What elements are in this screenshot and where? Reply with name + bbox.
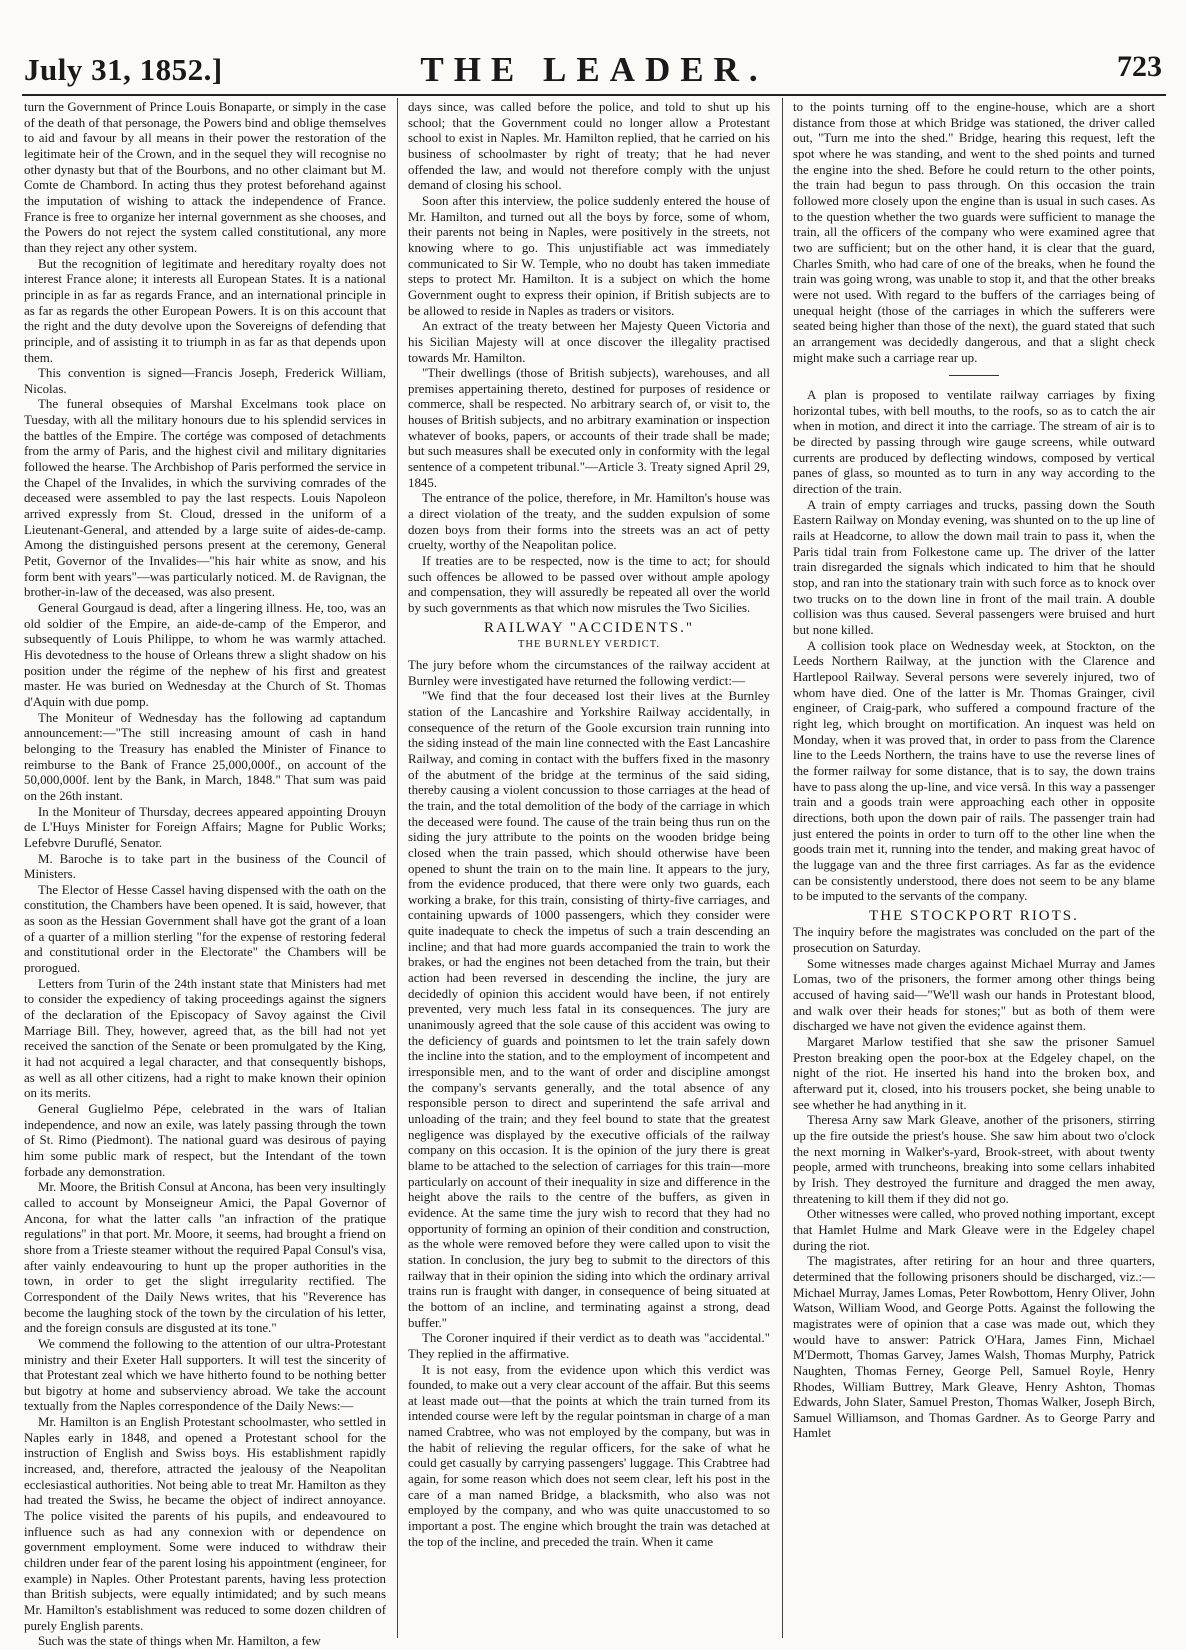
section-heading: THE STOCKPORT RIOTS.: [869, 907, 1079, 924]
paragraph: Mr. Hamilton is an English Protestant schoolmaster, who settled in Naples early in 1848, and opened a Protestant school for the instruction of English and Swiss boys. His establishment rapidly increased, and, therefore, attracted the jealousy of the Neapolitan ecclesiastical authorities. Not being able to treat Mr. Hamilton as they had treated the Swiss, he became the object of indirect annoyance. The police visited the parents of his pupils, and endeavoured to influence such as had any connexion with or dependence on government employment. Some were induced to withdraw their children under fear of the parent losing his appointment (engineer, for example) in Naples. Other Protestant parents, having less protection than British subjects, were equally intimidated; and by such means Mr. Hamilton's establishment was reduced to some dozen children of purely English parents.: [24, 1415, 386, 1633]
paragraph: This convention is signed—Francis Joseph, Frederick William, Nicolas.: [24, 366, 386, 396]
paragraph: days since, was called before the police, and told to shut up his school; that the Government could no longer allow a Protestant school to exist in Naples. Mr. Hamilton replied, that he carried on his business of schoolmaster by right of treaty; that he had never offended the law, and would not therefore comply with the unjust demand of closing his school.: [408, 100, 770, 193]
column-1: [24, 100, 386, 1649]
paragraph: It is not easy, from the evidence upon which this verdict was founded, to make out a very clear account of the affair. But this seems at least made out—that the points at which the train turned from its intended course were left by the regular pointsman in charge of a man named Crabtree, who was not employed by the company, but was in the habit of relieving the regular officers, for the sake of what he could get casually by carrying passengers' luggage. This Crabtree had again, for some reason which does not seem clear, left his post in the care of a man named Bridge, a blacksmith, who also was not employed by the company, and who was quite unaccustomed to so important a post. The engine which brought the train was detached at the top of the incline, and preceded the train. When it came: [408, 1362, 770, 1549]
paragraph: Mr. Moore, the British Consul at Ancona, has been very insultingly called to account by Monseigneur Amici, the Papal Governor of Ancona, for what the latter calls "an infraction of the pratique regulations" in that port. Mr. Moore, it seems, had brought a friend on shore from a Trieste steamer without the required Papal Consul's visa, after vainly endeavouring to hunt up the proper authorities in the town, in order to get the slight irregularity rectified. The Correspondent of the Daily News writes, that his "Reverence has become the laughing stock of the town by the circulation of his letter, and the foreign consuls are disgusted at its tone.": [24, 1180, 386, 1336]
paragraph: In the Moniteur of Thursday, decrees appeared appointing Drouyn de L'Huys Minister for Foreign Affairs; Magne for Public Works; Lefebvre Duruflé, Senator.: [24, 804, 386, 850]
paragraph: We commend the following to the attention of our ultra-Protestant ministry and their Exeter Hall supporters. It will test the sincerity of that Protestant zeal which we have hitherto found to be nothing better but bigotry at home and subserviency abroad. We take the account textually from the Naples correspondence of the Daily News:—: [24, 1336, 386, 1414]
paragraph: But the recognition of legitimate and hereditary royalty does not interest France alone; it interests all European States. It is a national principle in as far as regards France, and an international principle in as far as regards the other European Powers. It is on this account that the right and the duty devolve upon the Sovereigns of defending that principle, and of assisting it to triumph in as far as that depends upon them.: [24, 256, 386, 365]
paragraph: An extract of the treaty between her Majesty Queen Victoria and his Sicilian Majesty will at once discover the illegality practised towards Mr. Hamilton.: [408, 319, 770, 365]
newspaper-title: THE LEADER.: [420, 50, 768, 89]
paragraph: The jury before whom the circumstances of the railway accident at Burnley were investigated have returned the following verdict:—: [408, 657, 770, 688]
paragraph: A plan is proposed to ventilate railway carriages by fixing horizontal tubes, with bell mouths, to the roofs, so as to catch the air when in motion, and direct it into the carriage. The stream of air is to be directed by passing through wire gauge screens, while outward currents are produced by deflecting windows, composed by vertical panes of glass, so mounted as to turn in any way according to the direction of the train.: [793, 388, 1155, 497]
column-divider: [397, 98, 398, 1638]
paragraph: A train of empty carriages and trucks, passing down the South Eastern Railway on Monday evening, was shunted on to the up line of rails at Headcorne, to allow the down mail train to pass it, when the Paris tidal train from Folkestone came up. The driver of the latter train disregarded the signals which indicated to him that he should stop, and ran into the stationary train with such force as to knock over two trucks on to the down line in front of the mail train. A double collision was thus caused. Several passengers were bruised and hurt but none killed.: [793, 497, 1155, 637]
paragraph: turn the Government of Prince Louis Bonaparte, or simply in the case of the death of that personage, the Powers bind and oblige themselves to aid and favour by all means in their power the restoration of the legitimate heir of the Crown, and in the sequel they will recognise no other dynasty but that of the Bourbons, and no other claimant but M. Comte de Chambord. In acting thus they protest beforehand against the imputation of wishing to attack the independence of France. France is free to organize her internal government as she chooses, and the Powers do not reject the system called constitutional, any more than they reject any other system.: [24, 100, 386, 255]
paragraph: M. Baroche is to take part in the business of the Council of Ministers.: [24, 851, 386, 882]
section-heading: RAILWAY "ACCIDENTS.": [483, 619, 695, 636]
paragraph: The magistrates, after retiring for an hour and three quarters, determined that the following prisoners should be discharged, viz.:—Michael Murray, James Lomas, Peter Rowbottom, Henry Oliver, John Watson, William Wood, and George Potts. Against the following the magistrates were of opinion that a case was made out, which they would have to answer: Patrick O'Hara, James Finn, Michael M'Dermott, Thomas Garvey, James Walsh, Thomas Murphy, Patrick Naughten, Thomas Ferney, George Pell, Samuel Royle, Henry Rhodes, William Buttrey, Mark Gleave, Henry Ashton, Thomas Edwards, John Slater, Samuel Preston, Thomas Walker, Joseph Birch, Samuel Williamson, and Thomas Gardner. As to George Parry and Hamlet: [793, 1254, 1155, 1441]
column-3: [793, 100, 1155, 1638]
paragraph: General Gourgaud is dead, after a lingering illness. He, too, was an old soldier of the Empire, an aide-de-camp of the Emperor, and subsequently of Louis Philippe, to whom he was warmly attached. His devotedness to the house of Orleans threw a slight shadow on his position under the régime of the nephew of his first and greatest master. He was buried on Wednesday at the Church of St. Thomas d'Aquin with due pomp.: [24, 601, 386, 709]
section-subheading: THE BURNLEY VERDICT.: [517, 639, 660, 651]
column-divider: [782, 98, 783, 1638]
paragraph: Soon after this interview, the police suddenly entered the house of Mr. Hamilton, and turned out all the boys by force, some of whom, their parents not being in Naples, were positively in the streets, not knowing where to go. This unjustifiable act was immediately communicated to Sir W. Temple, who no doubt has taken immediate steps to protect Mr. Hamilton. It is a subject on which the home Government ought to express their opinion, if British subjects are to be allowed to reside in Naples as traders or visitors.: [408, 193, 770, 318]
paragraph: The Coroner inquired if their verdict as to death was "accidental." They replied in the affirmative.: [408, 1331, 770, 1361]
page-number: 723: [1117, 50, 1162, 83]
paragraph: The funeral obsequies of Marshal Excelmans took place on Tuesday, with all the military honours due to his splendid services in the battles of the Empire. The cortége was composed of detachments from the army of Paris, and the highest civil and military dignitaries followed the hearse. The Archbishop of Paris performed the service in the Chapel of the Invalides, in which the surviving comrades of the deceased were assembled to pay the last respects. Louis Napoleon arrived expressly from St. Cloud, dressed in the uniform of a Lieutenant-General, and attended by a large suite of aides-de-camp. Among the distinguished persons present at the ceremony, General Petit, Governor of the Invalides—"his hair white as snow, and his form bent with years"—was particularly noticed. M. de Ravignan, the brother-in-law of the deceased, was also present.: [24, 397, 386, 600]
paragraph: Other witnesses were called, who proved nothing important, except that Hamlet Hulme and Mark Gleave were in the Edgeley chapel during the riot.: [793, 1207, 1155, 1253]
paragraph: General Guglielmo Pépe, celebrated in the wars of Italian independence, and now an exile, was lately passing through the town of St. Rimo (Piedmont). The national guard was desirous of paying him some public mark of respect, but the Intendant of the town forbade any demonstration.: [24, 1102, 386, 1179]
paragraph: Such was the state of things when Mr. Hamilton, a few: [38, 1634, 321, 1649]
paragraph: "We find that the four deceased lost their lives at the Burnley station of the Lancashire and Yorkshire Railway accidentally, in consequence of the return of the Goole excursion train running into the siding instead of the main line connected with the East Lancashire Railway, and coming in contact with the buffers fixed in the masonry of the abutment of the bridge at the terminus of the said siding, thereby causing a violent concussion to those carriages at the head of the train, and the total demolition of the body of the carriage in which the deceased were found. The cause of the train being thus run on the siding the jury attribute to the points on the wooden bridge being closed when the train passed, which should otherwise have been opened to shunt the train on to the main line. It appears to the jury, from the evidence produced, that there were only two guards, each working a brake, for this train, consisting of thirty-five carriages, and containing upwards of 1000 passengers, which they consider were quite inadequate to check the impetus of such a train descending an incline; and that had more guards accompanied the train to work the brakes, or had the engines not been detached from the train, but their action had been reversed in descending the incline, the jury are decidedly of opinion this accident would have been, if not entirely prevented, very much less fatal in its consequences. The jury are unanimously agreed that the sole cause of this accident was owing to the deficiency of guards and pointsmen to let the train safely down the incline into the station, and to the employment of incompetent and irresponsible men, and to the want of order and discipline amongst the company's servants generally, and the total absence of any responsible person to direct and superintend the safe arrival and unloading of the train; and they feel bound to state that the greatest negligence was displayed by the executive officials of the railway company on this occasion. It is the opinion of the jury there is great blame to be attached to the selection of carriages for this train—more particularly on account of their inequality in size and difference in the height above the rails to the centre of the buffers, as given in evidence. At the same time the jury wish to record that they had no opportunity of forming an opinion of their condition and construction, as the whole were removed before they were called upon to visit the station. In conclusion, the jury beg to submit to the directors of this railway that in their opinion the siding into which the ordinary arrival trains run is fraught with danger, in consequence of being situated at the bottom of an incline, and terminating against a strong, dead buffer.": [408, 689, 770, 1330]
paragraph: If treaties are to be respected, now is the time to act; for should such offences be allowed to be passed over without ample apology and compensation, they will assuredly be repeated all over the world by such governments as that which now misrules the Two Sicilies.: [408, 554, 770, 615]
paragraph: Some witnesses made charges against Michael Murray and James Lomas, two of the prisoners, the former among other things being accused of having said—"We'll wash our hands in Protestant blood, and walk over their heads for stones;" but as both of them were discharged we have not given the evidence against them.: [793, 956, 1155, 1034]
paragraph: The inquiry before the magistrates was concluded on the part of the prosecution on Saturday.: [793, 925, 1155, 956]
paragraph: to the points turning off to the engine-house, which are a short distance from those at which Bridge was stationed, the driver called out, "Turn me into the shed." Bridge, hearing this request, left the spot where he was standing, and went to the shed points and turned the engine into the shed. Before he could return to the other points, the train had begun to pass through. On this occasion the train followed more closely upon the engine than is usual in such cases. As to the question whether the two guards were sufficient to manage the train, all the officers of the company who were examined agree that two are sufficient; but on the other hand, it is clear that the guard, Charles Smith, who had care of one of the breaks, when he found the train was going wrong, was unable to stop it, and that the other breaks were not used. With regard to the buffers of the carriages being of unequal height (those of the carriages in which the sufferers were seated being higher than those of the next), the guard stated that such an arrangement was decidedly dangerous, and that a slight check might make such a carriage rear up.: [793, 100, 1155, 365]
section-divider: [949, 375, 999, 376]
paragraph: A collision took place on Wednesday week, at Stockton, on the Leeds Northern Railway, at the junction with the Clarence and Hartlepool Railway. Several persons were severely injured, two of whom have died. One of the latter is Mr. Thomas Grainger, civil engineer, of Craig-park, who suffered a compound fracture of the right leg, which brought on mortification. An inquest was held on Monday, when it was proved that, in order to pass from the Clarence line to the Leeds Northern, the trains have to use the reverse lines of the former railway for some distance, that is to say, the down trains have to pass along the up-line, and vice versâ. In this way a passenger train and a goods train were approaching each other in opposite directions, both upon the down pair of rails. The passenger train had just entered the points in order to turn off to the other line when the goods train met it, running into the tender, and making great havoc of the luggage van and the three first carriages. As far as the evidence can be consistently understood, there does not seem to be any blame to be imputed to the servants of the company.: [793, 638, 1155, 904]
paragraph: Margaret Marlow testified that she saw the prisoner Samuel Preston breaking open the poor-box at the Edgeley chapel, on the night of the riot. He inserted his hand into the broken box, and afterward put it, closed, into his trousers pocket, she being unable to see whether he had anything in it.: [793, 1035, 1155, 1112]
paragraph: The Moniteur of Wednesday has the following ad captandum announcement:—"The still increasing amount of cash in hand belonging to the Treasury has enabled the Minister of Finance to reimburse to the Bank of France 25,000,000f., on account of the 50,000,000f. lent by the Bank, in March, 1848." That sum was paid on the 26th instant.: [24, 710, 386, 803]
paragraph: The entrance of the police, therefore, in Mr. Hamilton's house was a direct violation of the treaty, and the sudden expulsion of some dozen boys from their forms into the streets was an act of petty cruelty, worthy of the Neapolitan police.: [408, 491, 770, 553]
header-date: July 31, 1852.]: [24, 52, 223, 87]
paragraph: The Elector of Hesse Cassel having dispensed with the oath on the constitution, the Chambers have been opened. It is said, however, that as soon as the Hessian Government shall have got the grant of a loan of a quarter of a million sterling "for the expense of restoring federal and constitutional order in the Electorate" the Chambers will be prorogued.: [24, 882, 386, 976]
column-2: [408, 100, 770, 1638]
paragraph: "Their dwellings (those of British subjects), warehouses, and all premises appertaining thereto, destined for purposes of residence or commerce, shall be respected. No arbitrary search of, or visit to, the houses of British subjects, and no arbitrary examination or inspection whatever of books, papers, or accounts of their trade shall be made; but such measures shall be executed only in conformity with the legal sentence of a competent tribunal."—Article 3. Treaty signed April 29, 1845.: [408, 366, 770, 490]
paragraph: Theresa Arny saw Mark Gleave, another of the prisoners, stirring up the fire outside the priest's house. She saw him about two o'clock the next morning in Walker's-yard, Brook-street, with about twenty people, armed with truncheons, breaking into some cellars inhabited by Irish. They destroyed the furniture and dragged the men away, threatening to kill them if they did not go.: [793, 1113, 1155, 1206]
paragraph: Letters from Turin of the 24th instant state that Ministers had met to consider the expediency of taking proceedings against the signers of the declaration of the Episcopacy of Savoy against the Civil Marriage Bill. They, however, agreed that, as the bill had not yet received the sanction of the Senate or been promulgated by the King, it had not acquired a legal character, and that consequently bishops, as well as all other citizens, had a right to make known their opinion on its merits.: [24, 976, 386, 1101]
page-header: [22, 42, 1166, 96]
